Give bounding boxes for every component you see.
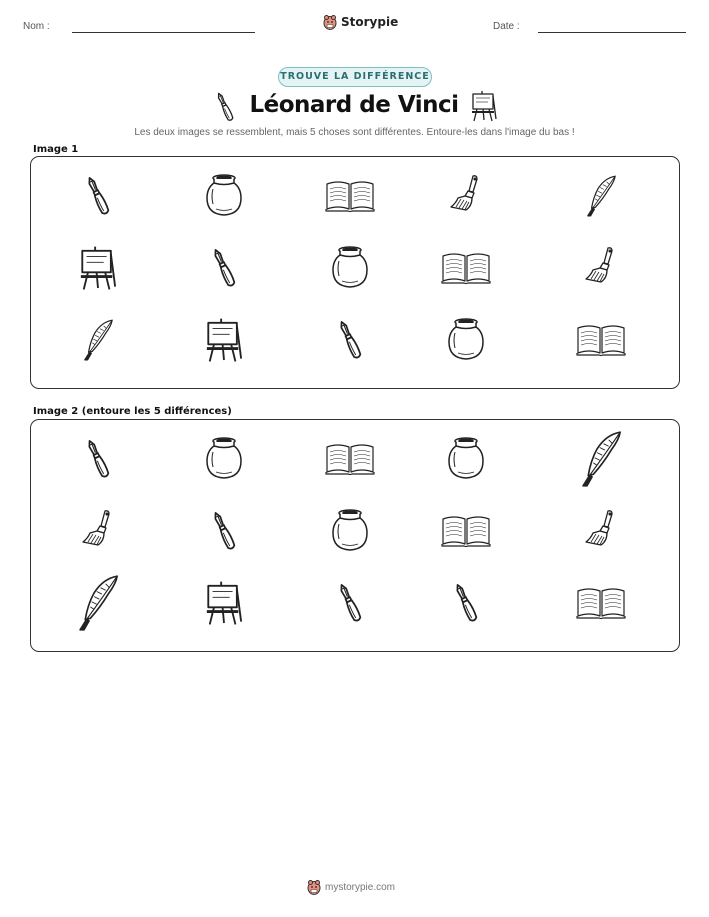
image1-cell — [436, 238, 496, 298]
image2-cell[interactable] — [68, 501, 128, 561]
section2-label: Image 2 (entoure les 5 différences) — [33, 406, 232, 417]
open-book-icon — [575, 323, 627, 357]
quill-icon — [584, 174, 618, 218]
chisel-icon — [334, 314, 366, 366]
quill-icon — [75, 570, 121, 636]
image1-cell — [571, 166, 631, 226]
easel-icon — [470, 90, 498, 126]
footer — [307, 879, 395, 895]
image2-cell[interactable] — [571, 573, 631, 633]
section1-label: Image 1 — [33, 144, 79, 155]
chisel-icon — [208, 242, 240, 294]
paintbrush-icon — [583, 509, 619, 553]
image2-cell[interactable] — [571, 501, 631, 561]
easel-icon — [204, 580, 244, 626]
image2-cell[interactable] — [194, 573, 254, 633]
image1-panel — [30, 156, 680, 389]
image1-cell — [571, 238, 631, 298]
image1-cell — [320, 238, 380, 298]
image2-cell[interactable] — [194, 501, 254, 561]
quill-icon — [81, 318, 115, 362]
image2-cell[interactable] — [436, 429, 496, 489]
page-title: Léonard de Vinci — [249, 92, 459, 118]
ink-pot-icon — [446, 318, 486, 362]
chisel-icon — [208, 505, 240, 557]
image1-cell — [194, 238, 254, 298]
image2-cell[interactable] — [320, 501, 380, 561]
chisel-icon — [213, 91, 237, 127]
name-label: Nom : — [23, 21, 50, 32]
date-label: Date : — [493, 21, 520, 32]
image2-cell[interactable] — [68, 573, 128, 633]
open-book-icon — [440, 251, 492, 285]
mascot-icon — [323, 14, 337, 30]
name-field[interactable] — [72, 32, 255, 33]
image2-cell[interactable] — [436, 573, 496, 633]
image2-cell[interactable] — [320, 429, 380, 489]
brand-name: Storypie — [341, 15, 399, 29]
image1-cell — [68, 166, 128, 226]
ink-pot-icon — [446, 437, 486, 481]
date-field[interactable] — [538, 32, 686, 33]
image1-cell — [194, 166, 254, 226]
paintbrush-icon — [80, 509, 116, 553]
easel-icon — [204, 317, 244, 363]
ink-pot-icon — [330, 509, 370, 553]
image1-cell — [194, 310, 254, 370]
ink-pot-icon — [204, 174, 244, 218]
open-book-icon — [324, 179, 376, 213]
instructions: Les deux images se ressemblent, mais 5 choses sont différentes. Entoure-les dans l'image du bas ! — [134, 127, 575, 138]
ink-pot-icon — [330, 246, 370, 290]
image2-cell[interactable] — [320, 573, 380, 633]
mascot-icon — [307, 879, 321, 895]
chisel-icon — [334, 577, 366, 629]
image2-cell[interactable] — [571, 429, 631, 489]
paintbrush-icon — [448, 174, 484, 218]
image1-cell — [571, 310, 631, 370]
open-book-icon — [575, 586, 627, 620]
image1-cell — [436, 310, 496, 370]
open-book-icon — [440, 514, 492, 548]
easel-icon — [78, 245, 118, 291]
image1-cell — [320, 166, 380, 226]
image1-cell — [320, 310, 380, 370]
open-book-icon — [324, 442, 376, 476]
image2-panel[interactable] — [30, 419, 680, 652]
image2-cell[interactable] — [68, 429, 128, 489]
activity-badge: TROUVE LA DIFFÉRENCE — [278, 67, 432, 87]
quill-icon — [578, 426, 624, 492]
image1-cell — [68, 310, 128, 370]
chisel-icon — [82, 433, 114, 485]
chisel-icon — [450, 577, 482, 629]
image1-cell — [436, 166, 496, 226]
chisel-icon — [82, 170, 114, 222]
footer-site[interactable]: mystorypie.com — [325, 881, 396, 893]
brand-logo — [323, 14, 398, 30]
paintbrush-icon — [583, 246, 619, 290]
image1-cell — [68, 238, 128, 298]
image2-cell[interactable] — [436, 501, 496, 561]
image2-cell[interactable] — [194, 429, 254, 489]
ink-pot-icon — [204, 437, 244, 481]
